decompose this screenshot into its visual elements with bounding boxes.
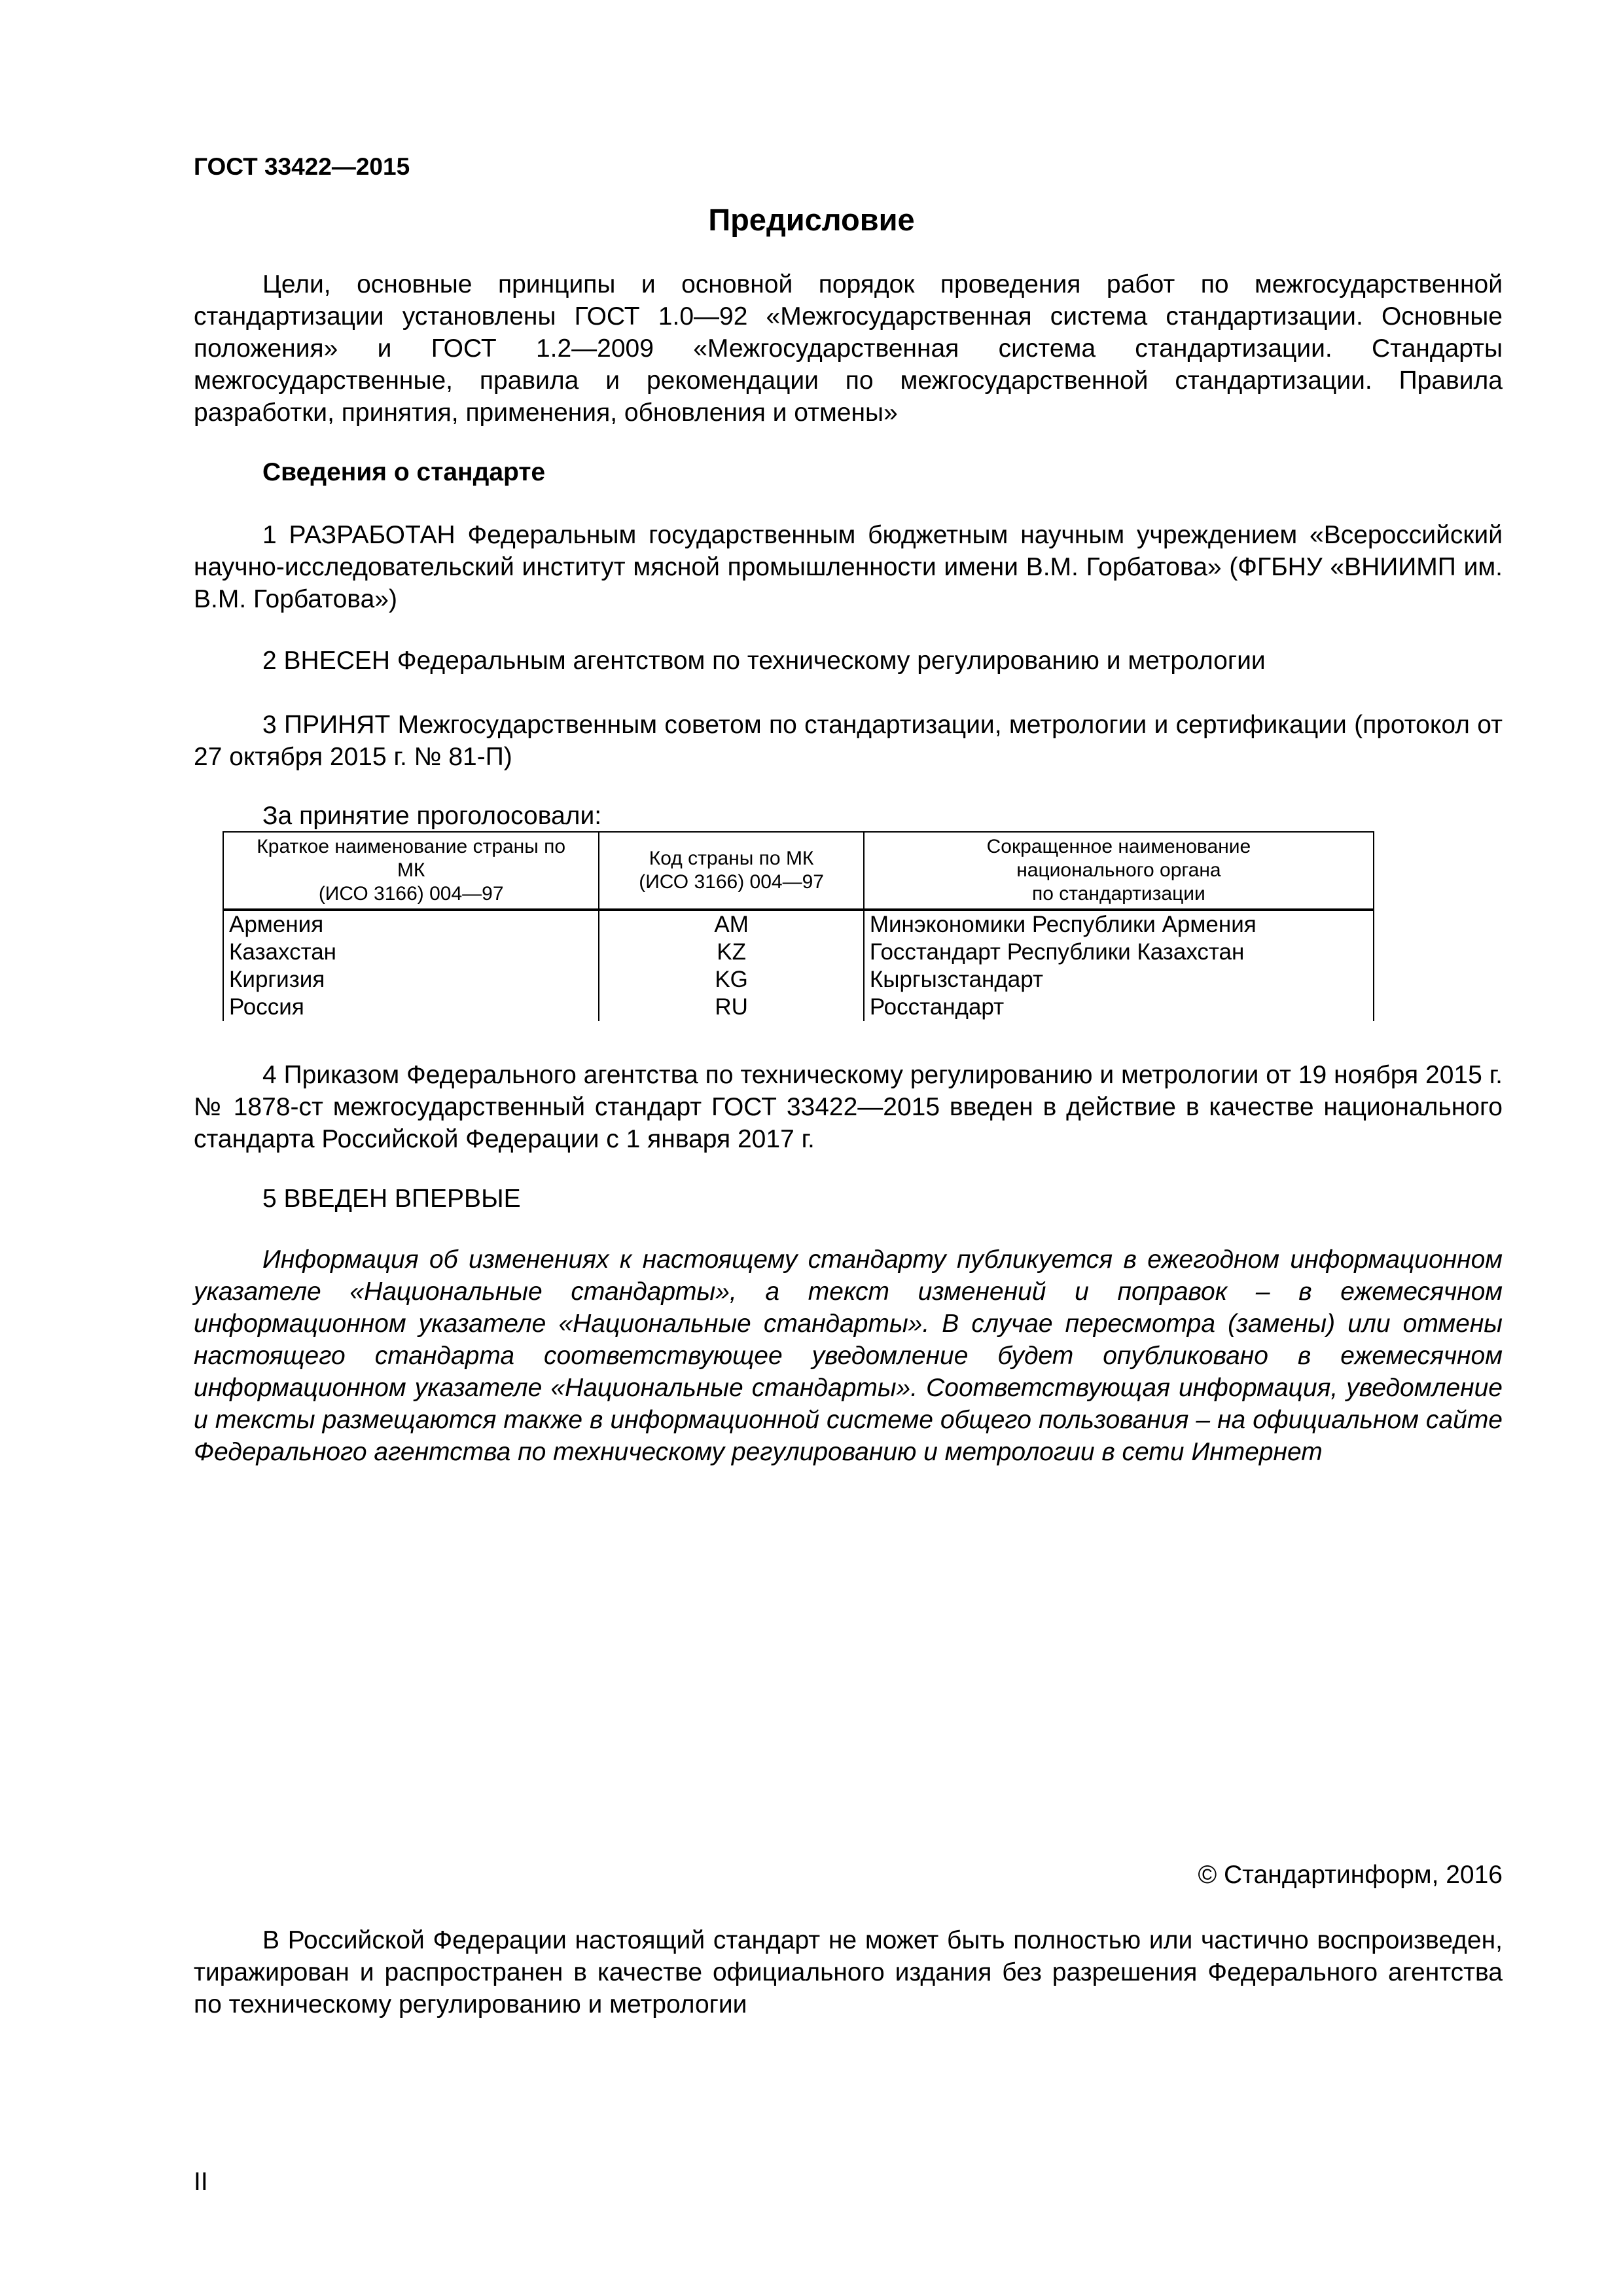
table-row: [223, 939, 1374, 966]
table-row: [223, 910, 1374, 939]
cell-country: Киргизия: [223, 966, 599, 994]
item-introduced: 2 ВНЕСЕН Федеральным агентством по техническому регулированию и метрологии: [262, 647, 1266, 675]
changes-info-paragraph: Информация об изменениях к настоящему стандарту публикуется в ежегодном информационном указателе «Национальные стандарты», а текст изменений и поправок – в ежемесячном информационном указателе «Национальные стандарты». В случае пересмотра (замены) или отмены настоящего стандарта соответствующее уведомление будет опубликовано в ежемесячном информационном указателе «Национальные стандарты». Соответствующая информация, уведомление и тексты размещаются также в информационной системе общего пользования – на официальном сайте Федерального агентства по техническому регулированию и метрологии в сети Интернет: [194, 1246, 1503, 1466]
page-number: II: [194, 2168, 208, 2196]
table-row: [223, 994, 1374, 1021]
cell-body: Госстандарт Республики Казахстан: [864, 939, 1374, 966]
cell-code: AM: [599, 910, 863, 939]
table-row: [223, 966, 1374, 994]
header-country-name: Краткое наименование страны по МК (ИСО 3166) 004—97: [223, 832, 599, 910]
cell-code: RU: [599, 994, 863, 1021]
standard-code-header: ГОСТ 33422—2015: [194, 153, 410, 180]
intro-paragraph: Цели, основные принципы и основной порядок проведения работ по межгосударственной стандартизации установлены ГОСТ 1.0—92 «Межгосударственная система стандартизации. Основные положения» и ГОСТ 1.2—2009 «Межгосударственная система стандартизации. Стандарты межгосударственные, правила и рекомендации по межгосударственной стандартизации. Правила разработки, принятия, применения, обновления и отмены»: [194, 270, 1503, 427]
cell-code: KG: [599, 966, 863, 994]
cell-country: Россия: [223, 994, 599, 1021]
header-country-code: Код страны по МК (ИСО 3166) 004—97: [599, 832, 863, 910]
copyright-notice: © Стандартинформ, 2016: [1198, 1861, 1503, 1889]
item-developed: 1 РАЗРАБОТАН Федеральным государственным бюджетным научным учреждением «Всероссийский научно-исследовательский институт мясной промышленности имени В.М. Горбатова» (ФГБНУ «ВНИИМП им. В.М. Горбатова»): [194, 521, 1503, 613]
page-title: Предисловие: [708, 202, 915, 237]
cell-code: KZ: [599, 939, 863, 966]
cell-body: Росстандарт: [864, 994, 1374, 1021]
rights-notice: В Российской Федерации настоящий стандарт не может быть полностью или частично воспроизведен, тиражирован и распространен в качестве официального издания без разрешения Федерального агентства по техническому регулированию и метрологии: [194, 1926, 1503, 2018]
item-first-introduced: 5 ВВЕДЕН ВПЕРВЫЕ: [262, 1185, 521, 1213]
vote-caption: За принятие проголосовали:: [262, 802, 602, 830]
info-heading: Сведения о стандарте: [262, 458, 546, 486]
cell-body: Кыргызстандарт: [864, 966, 1374, 994]
member-countries-table: [223, 831, 1374, 1021]
table-header-row: [223, 832, 1374, 910]
cell-country: Казахстан: [223, 939, 599, 966]
cell-body: Минэкономики Республики Армения: [864, 910, 1374, 939]
cell-country: Армения: [223, 910, 599, 939]
item-adopted: 3 ПРИНЯТ Межгосударственным советом по стандартизации, метрологии и сертификации (протокол от 27 октября 2015 г. № 81-П): [194, 711, 1503, 771]
header-national-body: Сокращенное наименование национального органа по стандартизации: [864, 832, 1374, 910]
item-order: 4 Приказом Федерального агентства по техническому регулированию и метрологии от 19 ноября 2015 г. № 1878-ст межгосударственный стандарт ГОСТ 33422—2015 введен в действие в качестве национального стандарта Российской Федерации с 1 января 2017 г.: [194, 1061, 1503, 1153]
